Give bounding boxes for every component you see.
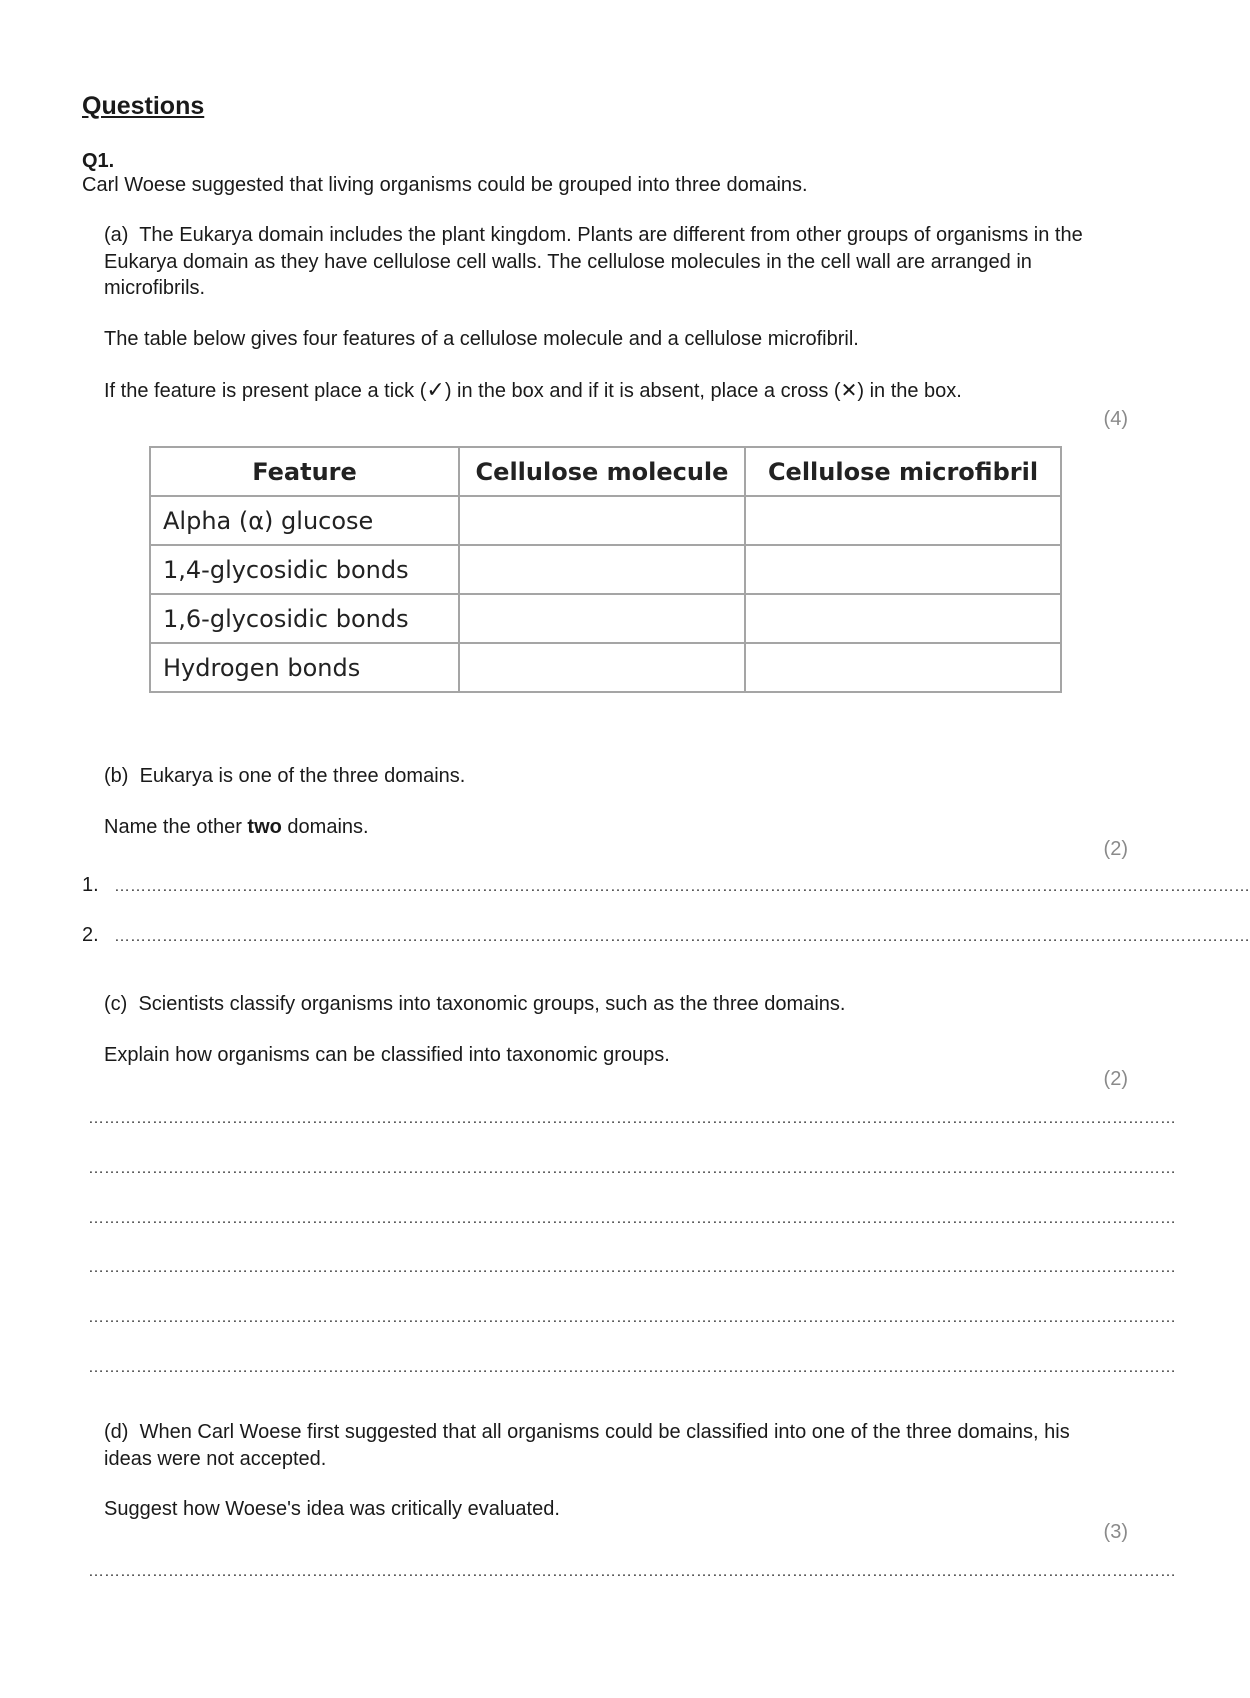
answer-box-molecule[interactable] — [459, 496, 745, 545]
answer-line-2[interactable]: …………………………………………………………………………………………………………………………………………………………………………………………… — [114, 928, 1250, 945]
answer-box-microfibril[interactable] — [745, 545, 1061, 594]
feature-cell: 1,4-glycosidic bonds — [150, 545, 459, 594]
header-feature: Feature — [150, 447, 459, 496]
answer-box-molecule[interactable] — [459, 545, 745, 594]
part-a-body: The Eukarya domain includes the plant kingdom. Plants are different from other groups of organisms in the Eukarya domain as they have cellulose cell walls. The cellulose molecules in the cell wall are arranged in microfibrils. — [104, 224, 1083, 299]
part-c-text: (c) Scientists classify organisms into taxonomic groups, such as the three domains. — [104, 993, 846, 1015]
answer-box-microfibril[interactable] — [745, 643, 1061, 692]
part-a-table-intro: The table below gives four features of a cellulose molecule and a cellulose microfibril. — [104, 328, 859, 350]
part-b-marks: (2) — [1103, 838, 1128, 860]
answer-number-1: 1. — [82, 874, 99, 896]
question-intro: Carl Woese suggested that living organisms could be grouped into three domains. — [82, 174, 808, 196]
page-title: Questions — [82, 92, 205, 120]
table-row — [150, 594, 1061, 643]
tick-icon: ✓ — [426, 377, 445, 402]
part-d-marks: (3) — [1103, 1521, 1128, 1543]
answer-line[interactable]: …………………………………………………………………………………………………………………………………………………………………………………… — [88, 1259, 1176, 1276]
answer-line[interactable]: …………………………………………………………………………………………………………………………………………………………………………………… — [88, 1160, 1176, 1177]
feature-cell: Alpha (α) glucose — [150, 496, 459, 545]
answer-box-molecule[interactable] — [459, 594, 745, 643]
answer-line-1[interactable]: …………………………………………………………………………………………………………………………………………………………………………………………… — [114, 878, 1250, 895]
part-d-text: (d) When Carl Woese first suggested that all organisms could be classified into one of the three domains, his ideas were not accepted. — [104, 1421, 1070, 1470]
table-row — [150, 496, 1061, 545]
feature-table — [149, 446, 1062, 693]
feature-cell: Hydrogen bonds — [150, 643, 459, 692]
part-c-marks: (2) — [1103, 1068, 1128, 1090]
part-a-marks: (4) — [1103, 408, 1128, 430]
question-number: Q1. — [82, 150, 115, 172]
part-b-instruction: Name the other two domains. — [104, 816, 369, 838]
part-b-label: (b) — [104, 765, 129, 787]
answer-box-molecule[interactable] — [459, 643, 745, 692]
part-c-instruction: Explain how organisms can be classified into taxonomic groups. — [104, 1044, 670, 1066]
feature-cell: 1,6-glycosidic bonds — [150, 594, 459, 643]
table-header-row — [150, 447, 1061, 496]
part-d-instruction: Suggest how Woese's idea was critically evaluated. — [104, 1498, 560, 1520]
table-row — [150, 643, 1061, 692]
cross-icon: ✕ — [840, 380, 858, 402]
answer-line[interactable]: …………………………………………………………………………………………………………………………………………………………………………………… — [88, 1563, 1176, 1580]
answer-line[interactable]: …………………………………………………………………………………………………………………………………………………………………………………… — [88, 1210, 1176, 1227]
answer-box-microfibril[interactable] — [745, 496, 1061, 545]
answer-line[interactable]: …………………………………………………………………………………………………………………………………………………………………………………… — [88, 1110, 1176, 1127]
part-a-text — [104, 222, 1134, 302]
part-a-label: (a) — [104, 224, 129, 246]
part-b-text: (b) Eukarya is one of the three domains. — [104, 765, 466, 787]
answer-line[interactable]: …………………………………………………………………………………………………………………………………………………………………………………… — [88, 1309, 1176, 1326]
emphasis-two: two — [247, 816, 282, 838]
table-row — [150, 545, 1061, 594]
header-cellulose-microfibril: Cellulose microfibril — [745, 447, 1061, 496]
part-c-label: (c) — [104, 993, 128, 1015]
answer-number-2: 2. — [82, 924, 99, 946]
answer-box-microfibril[interactable] — [745, 594, 1061, 643]
part-a-instruction: If the feature is present place a tick (✓) in the box and if it is absent, place a cross (✕) in the box. — [104, 377, 962, 402]
answer-line[interactable]: …………………………………………………………………………………………………………………………………………………………………………………… — [88, 1359, 1176, 1376]
header-cellulose-molecule: Cellulose molecule — [459, 447, 745, 496]
part-d-label: (d) — [104, 1421, 129, 1443]
